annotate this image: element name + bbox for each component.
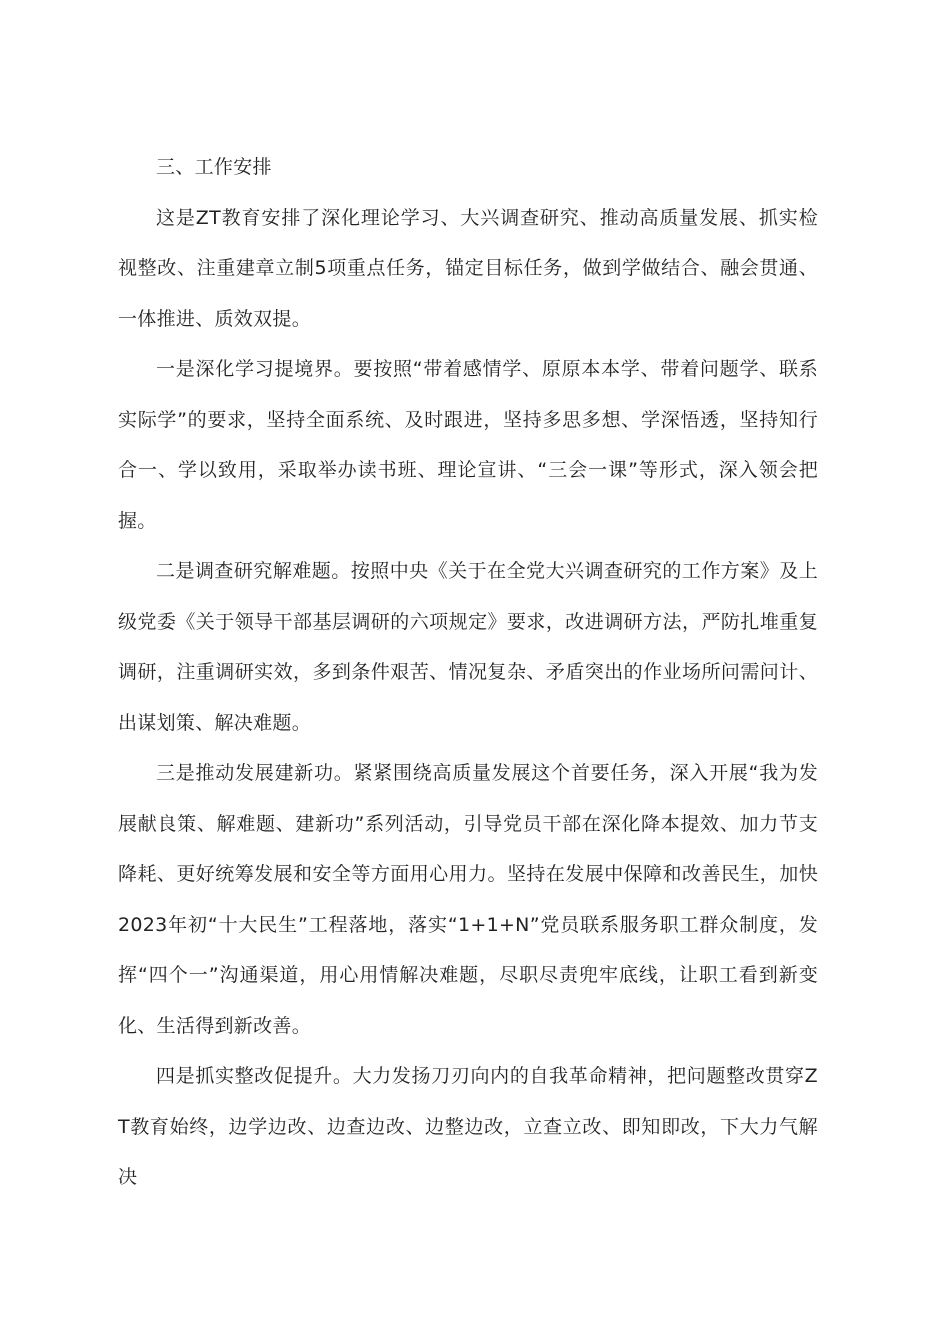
paragraph-intro: 这是ZT教育安排了深化理论学习、大兴调查研究、推动高质量发展、抓实检视整改、注重建章立制5项重点任务，锚定目标任务，做到学做结合、融会贯通、一体推进、质效双提。 xyxy=(118,206,818,330)
paragraph-rectification: 四是抓实整改促提升。大力发扬刀刃向内的自我革命精神，把问题整改贯穿ZT教育始终，边学边改、边查边改、边整边改，立查立改、即知即改，下大力气解决 xyxy=(118,1065,818,1188)
paragraph-development: 三是推动发展建新功。紧紧围绕高质量发展这个首要任务，深入开展“我为发展献良策、解难题、建新功”系列活动，引导党员干部在深化降本提效、加力节支降耗、更好统筹发展和安全等方面用心用力。坚持在发展中保障和改善民生，加快2023年初“十大民生”工程落地，落实“1+1+N”党员联系服务职工群众制度，发挥“四个一”沟通渠道，用心用情解决难题，尽职尽责兜牢底线，让职工看到新变化、生活得到新改善。 xyxy=(118,762,818,1037)
document-body xyxy=(118,142,818,1203)
paragraph-research: 二是调查研究解难题。按照中央《关于在全党大兴调查研究的工作方案》及上级党委《关于领导干部基层调研的六项规定》要求，改进调研方法，严防扎堆重复调研，注重调研实效，多到条件艰苦、情况复杂、矛盾突出的作业场所问需问计、出谋划策、解决难题。 xyxy=(118,560,818,734)
section-heading: 三、工作安排 xyxy=(156,156,272,178)
paragraph-study: 一是深化学习提境界。要按照“带着感情学、原原本本学、带着问题学、联系实际学”的要求，坚持全面系统、及时跟进，坚持多思多想、学深悟透，坚持知行合一、学以致用，采取举办读书班、理论宣讲、“三会一课”等形式，深入领会把握。 xyxy=(118,358,818,532)
